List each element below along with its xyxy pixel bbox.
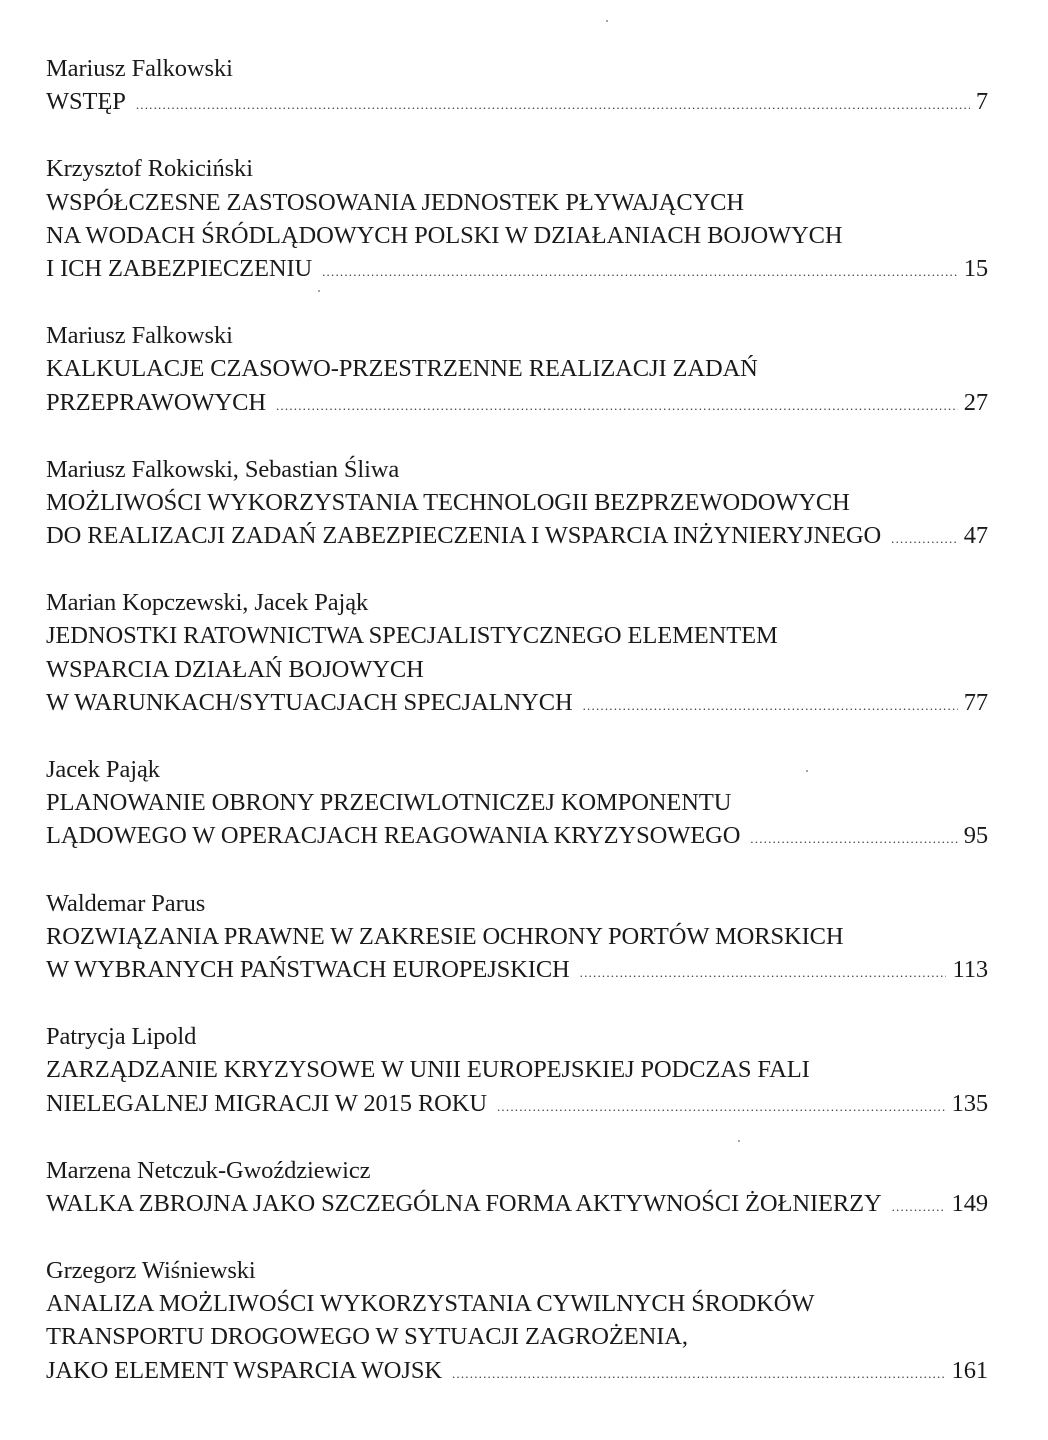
entry-authors: Marian Kopczewski, Jacek Pająk [46, 589, 369, 617]
entry-final-line [46, 1187, 988, 1220]
entry-title-line: DO REALIZACJI ZADAŃ ZABEZPIECZENIA I WSPARCIA INŻYNIERYJNEGO [46, 522, 882, 550]
entry-final-line [46, 386, 988, 419]
page-number: 15 [963, 254, 988, 282]
dot-leader [276, 389, 958, 419]
entry-authors: Mariusz Falkowski, Sebastian Śliwa [46, 455, 400, 483]
toc-entry [46, 52, 988, 118]
dot-leader [322, 255, 958, 285]
table-of-contents [46, 52, 988, 1421]
dot-leader [583, 689, 958, 719]
dot-leader [580, 956, 947, 986]
page-number: 135 [951, 1089, 988, 1117]
toc-entry [46, 1154, 988, 1220]
toc-entry [46, 1254, 988, 1387]
entry-title-line: ROZWIĄZANIA PRAWNE W ZAKRESIE OCHRONY PORTÓW MORSKICH [46, 922, 844, 950]
page-number: 77 [963, 688, 988, 716]
page-number: 7 [975, 88, 988, 116]
entry-title-line: PRZEPRAWOWYCH [46, 388, 266, 416]
entry-final-line [46, 85, 988, 118]
scan-speck [318, 290, 320, 292]
dot-leader [497, 1090, 946, 1120]
dot-leader [750, 822, 957, 852]
dot-leader [891, 522, 958, 552]
entry-title-line: JEDNOSTKI RATOWNICTWA SPECJALISTYCZNEGO ELEMENTEM [46, 622, 778, 650]
toc-entry [46, 1020, 988, 1120]
entry-final-line [46, 686, 988, 719]
toc-entry [46, 152, 988, 285]
entry-title-line: WSPARCIA DZIAŁAŃ BOJOWYCH [46, 655, 424, 683]
entry-authors: Krzysztof Rokiciński [46, 155, 253, 183]
dot-leader [452, 1357, 946, 1387]
entry-final-line [46, 1087, 988, 1120]
entry-authors: Mariusz Falkowski [46, 55, 233, 82]
entry-authors: Grzegorz Wiśniewski [46, 1257, 256, 1285]
entry-title-line: WSPÓŁCZESNE ZASTOSOWANIA JEDNOSTEK PŁYWAJĄCYCH [46, 188, 744, 216]
entry-title-line: WALKA ZBROJNA JAKO SZCZEGÓLNA FORMA AKTYWNOŚCI ŻOŁNIERZY [46, 1189, 882, 1217]
entry-title-line: JAKO ELEMENT WSPARCIA WOJSK [46, 1356, 442, 1384]
toc-entry [46, 586, 988, 719]
page-number: 95 [963, 822, 988, 850]
entry-authors: Marzena Netczuk-Gwoździewicz [46, 1156, 371, 1184]
scan-speck [806, 770, 808, 772]
toc-entry [46, 319, 988, 419]
entry-title-line: TRANSPORTU DROGOWEGO W SYTUACJI ZAGROŻENIA, [46, 1323, 688, 1351]
page-number: 149 [951, 1189, 988, 1217]
entry-title-line: NA WODACH ŚRÓDLĄDOWYCH POLSKI W DZIAŁANIACH BOJOWYCH [46, 221, 843, 249]
entry-final-line [46, 1354, 988, 1387]
entry-title-line: I ICH ZABEZPIECZENIU [46, 254, 313, 282]
toc-entry [46, 887, 988, 987]
entry-title-line: W WARUNKACH/SYTUACJACH SPECJALNYCH [46, 688, 573, 716]
entry-title-line: LĄDOWEGO W OPERACJACH REAGOWANIA KRYZYSOWEGO [46, 822, 741, 850]
entry-final-line [46, 519, 988, 552]
scan-speck [606, 20, 608, 22]
dot-leader [136, 88, 970, 118]
entry-title-line: PLANOWANIE OBRONY PRZECIWLOTNICZEJ KOMPONENTU [46, 789, 732, 817]
page-number: 161 [951, 1356, 988, 1384]
toc-entry [46, 453, 988, 553]
entry-title-line: NIELEGALNEJ MIGRACJI W 2015 ROKU [46, 1089, 487, 1117]
entry-authors: Mariusz Falkowski [46, 322, 233, 350]
page-number: 27 [963, 388, 988, 416]
scan-speck [738, 1140, 740, 1142]
entry-authors: Patrycja Lipold [46, 1023, 197, 1051]
page-number: 47 [963, 522, 988, 550]
entry-title-line: WSTĘP [46, 88, 126, 116]
entry-title-line: ZARZĄDZANIE KRYZYSOWE W UNII EUROPEJSKIEJ PODCZAS FALI [46, 1056, 810, 1084]
entry-title-line: KALKULACJE CZASOWO-PRZESTRZENNE REALIZACJI ZADAŃ [46, 355, 758, 383]
dot-leader [892, 1190, 946, 1220]
page-number: 113 [952, 955, 988, 983]
entry-title-line: ANALIZA MOŻLIWOŚCI WYKORZYSTANIA CYWILNYCH ŚRODKÓW [46, 1290, 815, 1318]
entry-authors: Jacek Pająk [46, 756, 160, 783]
entry-final-line [46, 252, 988, 285]
entry-title-line: MOŻLIWOŚCI WYKORZYSTANIA TECHNOLOGII BEZPRZEWODOWYCH [46, 488, 850, 516]
entry-title-line: W WYBRANYCH PAŃSTWACH EUROPEJSKICH [46, 955, 570, 983]
toc-entry [46, 753, 988, 853]
entry-authors: Waldemar Parus [46, 889, 206, 917]
entry-final-line [46, 819, 988, 852]
entry-final-line [46, 953, 988, 986]
